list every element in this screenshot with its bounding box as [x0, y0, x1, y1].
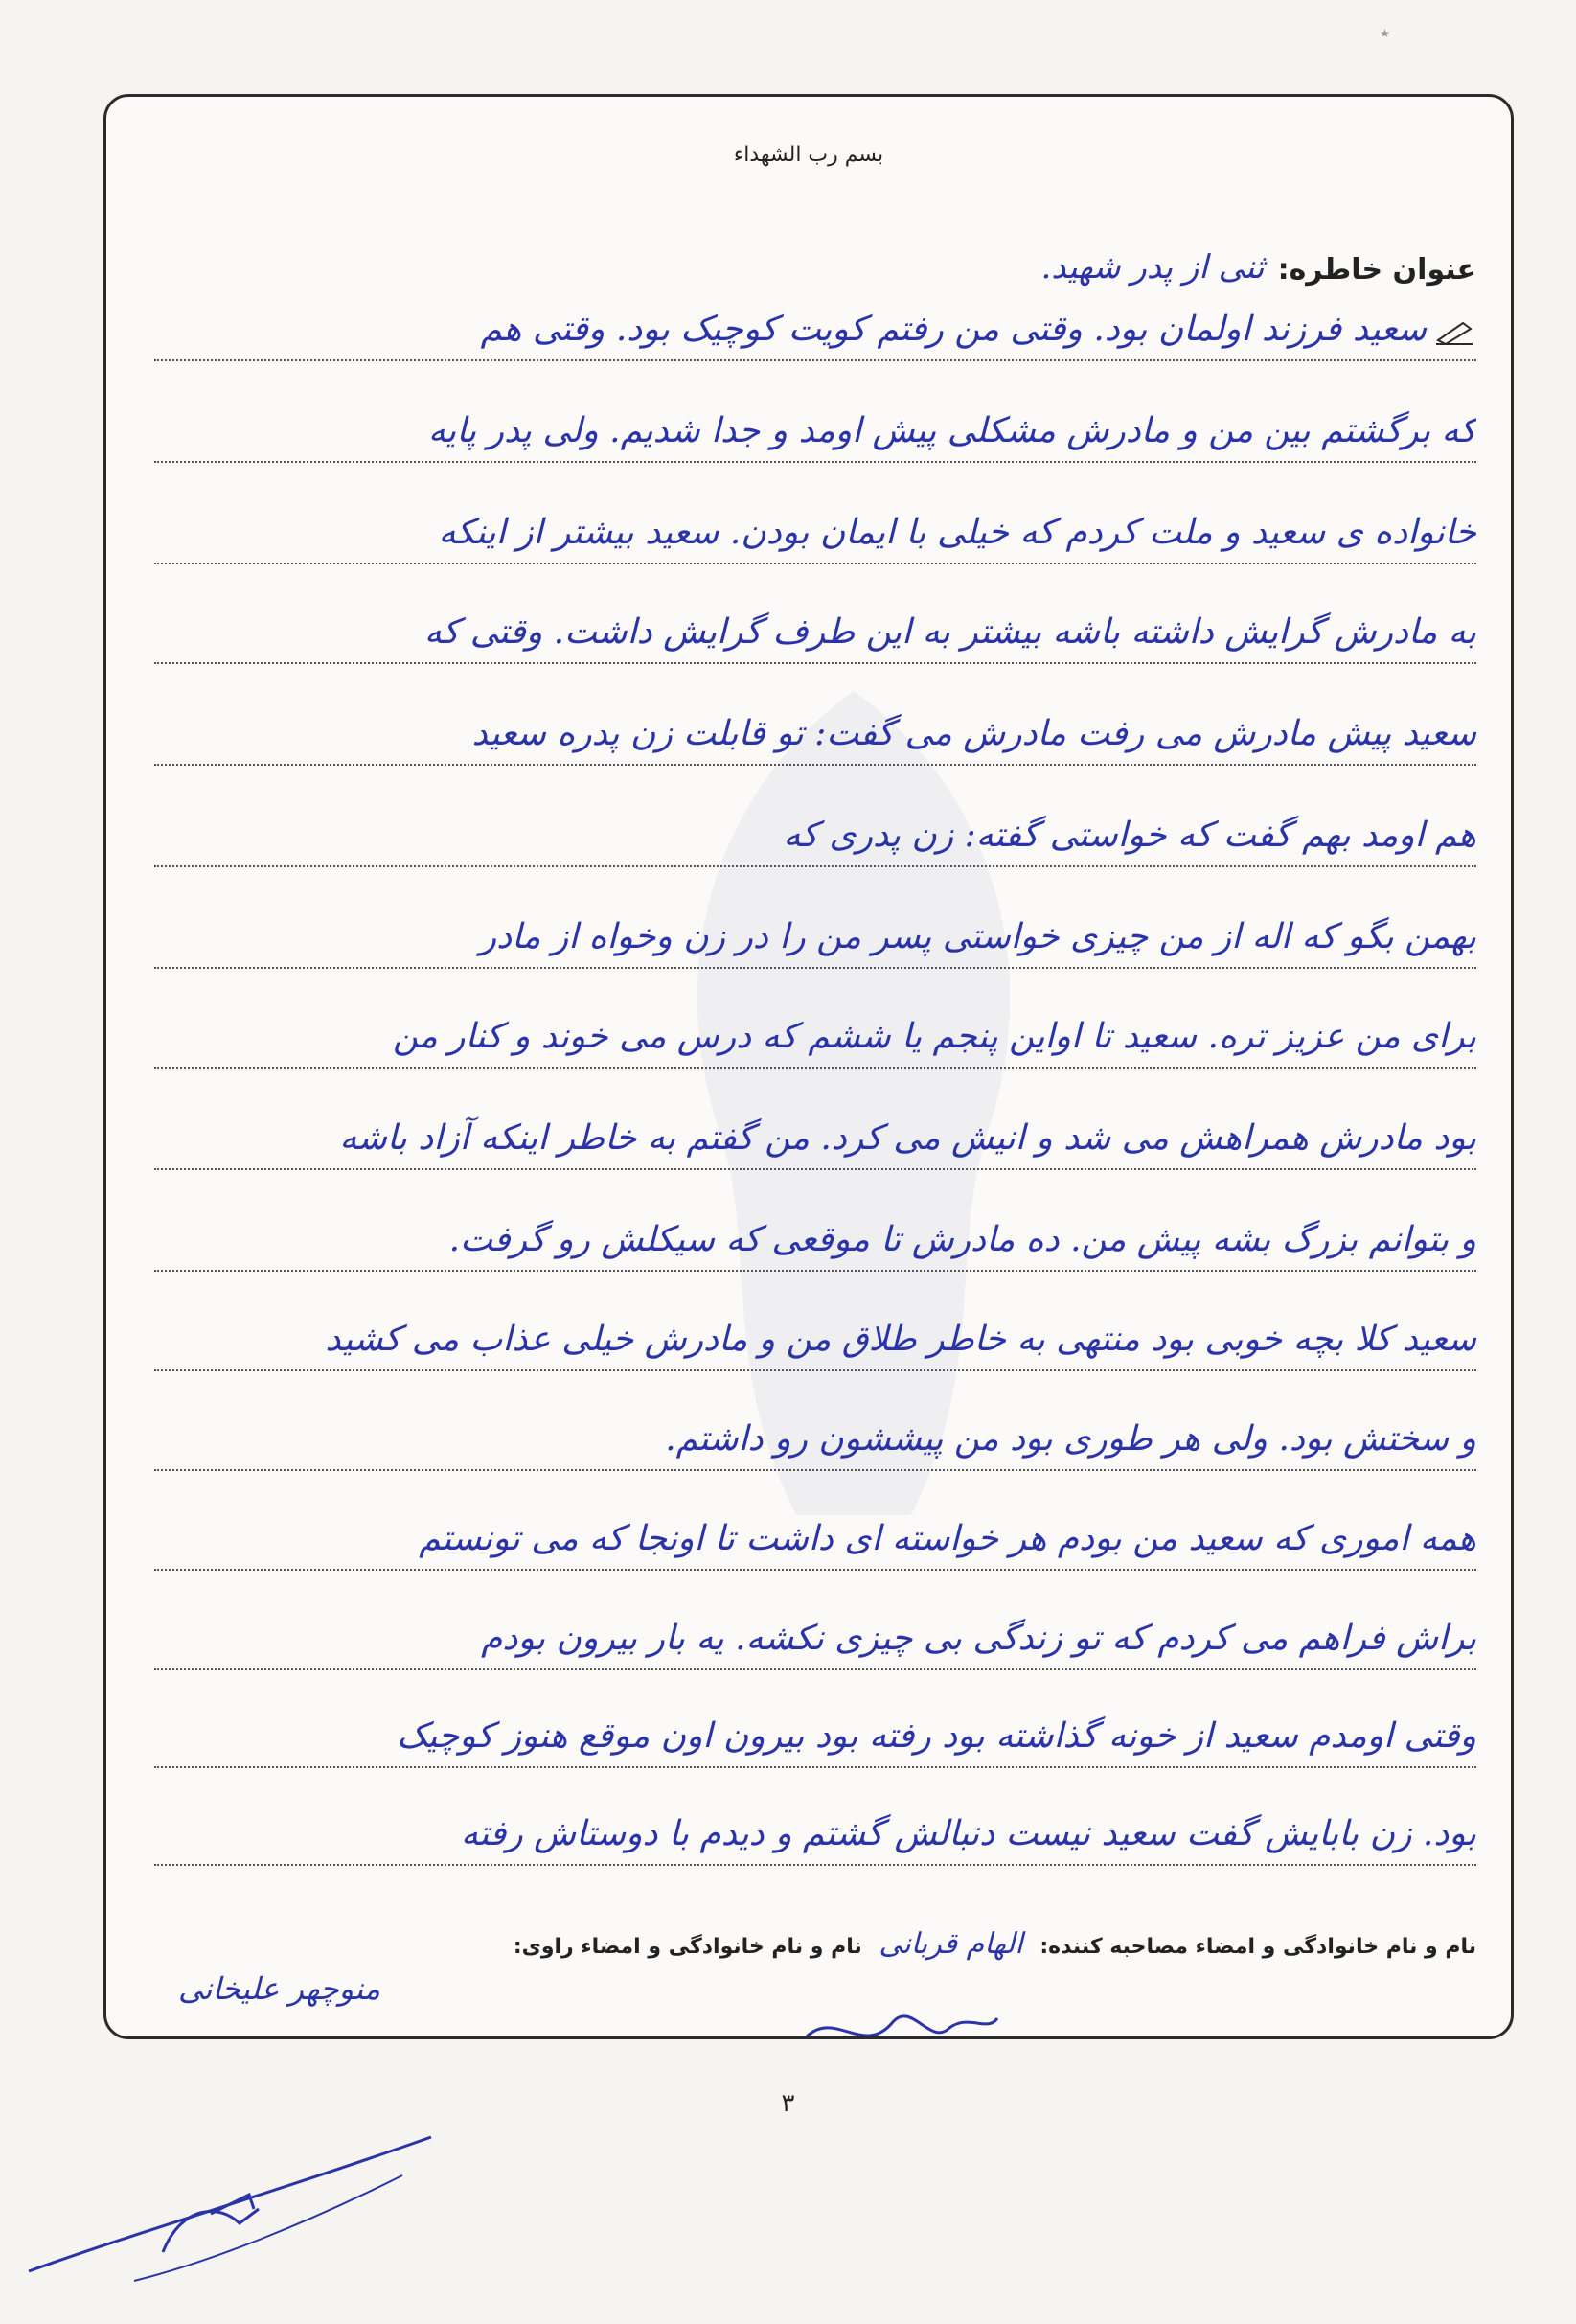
text-line-15: وقتی اومدم سعید از خونه گذاشته بود رفته بود بیرون اون موقع هنوز کوچیک — [154, 1707, 1476, 1768]
narrator-signature-icon — [19, 2118, 441, 2290]
text-line-13: همه اموری که سعید من بودم هر خواسته ای داشت تا اونجا که می تونستم — [154, 1509, 1476, 1571]
text-line-5: سعید پیش مادرش می رفت مادرش می گفت: تو قابلت زن پدره سعید — [154, 704, 1476, 766]
text-line-9: بود مادرش همراهش می شد و انیش می کرد. من گفتم به خاطر اینکه آزاد باشه — [154, 1109, 1476, 1170]
corner-mark: ٭ — [1380, 21, 1390, 44]
text-line-6: هم اومد بهم گفت که خواستی گفته: زن پدری که — [154, 806, 1476, 867]
text-line-1: سعید فرزند اولمان بود. وقتی من رفتم کویت کوچیک بود. وقتی هم — [154, 300, 1476, 361]
text-line-3: خانواده ی سعید و ملت کردم که خیلی با ایمان بودن. سعید بیشتر از اینکه — [154, 503, 1476, 564]
interviewer-signature-icon — [796, 1990, 1007, 2039]
memory-title-value: ثنی از پدر شهید. — [1040, 248, 1265, 287]
text-line-12: و سختش بود. ولی هر طوری بود من پیششون رو داشتم. — [154, 1410, 1476, 1471]
signature-row — [154, 1927, 1476, 1961]
text-line-16: بود. زن بابایش گفت سعید نیست دنبالش گشتم و دیدم با دوستاش رفته — [154, 1805, 1476, 1866]
interviewer-label: نام و نام خانوادگی و امضاء مصاحبه کننده: — [1039, 1935, 1476, 1959]
text-line-4: به مادرش گرایش داشته باشه بیشتر به این طرف گرایش داشت. وقتی که — [154, 603, 1476, 664]
memory-title-label: عنوان خاطره: — [1277, 253, 1476, 287]
narrator-label: نام و نام خانوادگی و امضاء راوی: — [513, 1935, 862, 1959]
text-line-11: سعید کلا بچه خوبی بود منتهی به خاطر طلاق من و مادرش خیلی عذاب می کشید — [154, 1310, 1476, 1371]
page-number: ۳ — [781, 2089, 795, 2118]
form-frame — [103, 94, 1514, 2039]
text-line-10: و بتوانم بزرگ بشه پیش من. ده مادرش تا موقعی که سیکلش رو گرفت. — [154, 1210, 1476, 1272]
watermark-emblem-icon — [605, 672, 1103, 1534]
text-line-14: براش فراهم می کردم که تو زندگی بی چیزی نکشه. یه بار بیرون بودم — [154, 1609, 1476, 1670]
memory-title-row — [154, 233, 1476, 287]
narrator-name: منوچهر علیخانی — [177, 1970, 380, 2007]
text-line-8: برای من عزیز تره. سعید تا اواین پنجم یا ششم که درس می خوند و کنار من — [154, 1007, 1476, 1069]
pen-icon — [1434, 317, 1476, 346]
text-line-7: بهمن بگو که اله از من چیزی خواستی پسر من را در زن وخواه از مادر — [154, 908, 1476, 969]
header-title: بسم رب الشهداء — [733, 143, 884, 167]
interviewer-name: الهام قربانی — [879, 1927, 1023, 1961]
text-line-2: که برگشتم بین من و مادرش مشکلی پیش اومد و جدا شدیم. ولی پدر پایه — [154, 402, 1476, 463]
